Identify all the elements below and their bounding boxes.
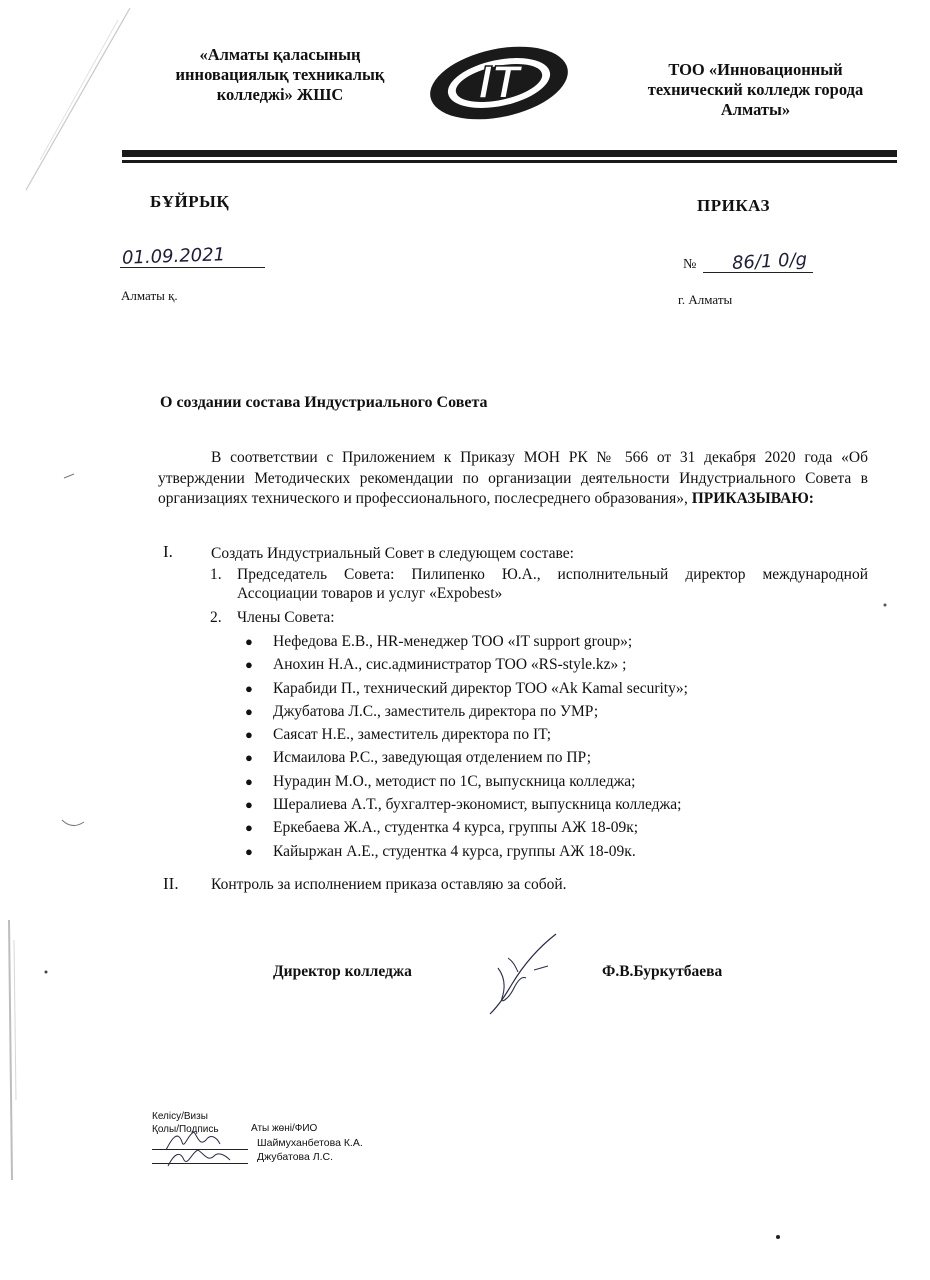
header-divider-thin (122, 160, 897, 163)
director-title: Директор колледжа (273, 963, 412, 980)
header-divider-thick (122, 150, 897, 157)
order-title-ru: ПРИКАЗ (697, 196, 770, 215)
bullet-icon: ● (245, 634, 253, 649)
bullet-icon: ● (245, 843, 253, 859)
preamble-emphasis: ПРИКАЗЫВАЮ: (691, 490, 814, 508)
org-name-ru-line: технический колледж города (647, 80, 864, 100)
bullet-icon: ● (245, 820, 253, 836)
section-2-number: II. (163, 874, 179, 893)
member-text: Нурадин М.О., методист по 1С, выпускница колледжа; (273, 772, 636, 790)
member-text: Кайыржан А.Е., студентка 4 курса, группы АЖ 18-09к. (273, 842, 636, 860)
order-subject: О создании состава Индустриального Совета (160, 394, 488, 411)
list-item (245, 677, 688, 700)
council-members-list (245, 630, 688, 863)
order-number-label: № (683, 257, 697, 272)
list-item (245, 630, 688, 653)
org-name-kz (150, 45, 410, 105)
member-text: Саясат Н.Е., заместитель директора по IT; (273, 726, 552, 744)
bullet-icon: ● (245, 750, 253, 766)
bullet-icon: ● (245, 797, 253, 813)
visa-name: Шаймуханбетова К.А. (257, 1137, 363, 1149)
bullet-icon: ● (245, 657, 253, 673)
bullet-icon: ● (245, 773, 253, 789)
org-name-ru-line: ТОО «Инновационный (668, 60, 843, 79)
visa-header: Келісу/Визы (152, 1111, 208, 1122)
order-date-handwritten: 01.09.2021 (121, 244, 226, 269)
visa-line (152, 1163, 248, 1164)
org-name-kz-line: «Алматы қаласының (199, 45, 361, 64)
org-name-ru-line: Алматы» (720, 100, 791, 120)
item-1-number: 1. (210, 566, 222, 583)
visa-line (152, 1149, 248, 1150)
bullet-icon: ● (245, 703, 253, 719)
member-text: Анохин Н.А., сис.администратор ТОО «RS-style.kz» ; (273, 656, 627, 674)
director-name: Ф.В.Буркутбаева (602, 963, 723, 980)
number-underline (703, 272, 813, 273)
org-name-ru (628, 60, 883, 120)
section-1-number: I. (163, 542, 173, 561)
member-text: Джубатова Л.С., заместитель директора по УМР; (273, 702, 599, 720)
city-kz: Алматы қ. (121, 288, 178, 303)
list-item (245, 746, 688, 769)
section-1-text: Создать Индустриальный Совет в следующем составе: (211, 545, 574, 562)
college-logo (425, 40, 573, 126)
logo-text: IT (478, 56, 520, 108)
list-item (245, 653, 688, 676)
visa-signature-label: Қолы/Подпись (152, 1124, 219, 1135)
list-item (245, 770, 688, 793)
member-text: Нефедова Е.В., HR-менеджер ТОО «IT support group»; (273, 633, 633, 650)
org-name-kz-line: колледжі» ЖШС (216, 85, 344, 105)
order-number-handwritten: 86/1 0/g (731, 249, 808, 274)
item-1-text: Председатель Совета: Пилипенко Ю.А., исполнительный директор международной Ассоциации товаров и услуг «Expobest» (237, 566, 868, 602)
list-item (245, 840, 688, 863)
visa-name: Джубатова Л.С. (257, 1151, 334, 1163)
city-ru: г. Алматы (678, 292, 733, 307)
section-2-text: Контроль за исполнением приказа оставляю за собой. (211, 876, 567, 893)
preamble-text: В соответствии с Приложением к Приказу МОН РК № 566 от 31 декабря 2020 года «Об утверждении Методических рекомендации по организации деятельности Индустриального Совета в организациях технического и профессионального, послесреднего образования», (158, 449, 868, 508)
list-item (245, 816, 688, 839)
bullet-icon: ● (245, 727, 253, 743)
member-text: Исмаилова Р.С., заведующая отделением по ПР; (273, 749, 592, 767)
member-text: Шералиева А.Т., бухгалтер-экономист, выпускница колледжа; (273, 796, 682, 814)
date-underline (120, 267, 265, 268)
member-text: Карабиди П., технический директор ТОО «Ak Kamal security»; (273, 679, 688, 697)
bullet-icon: ● (245, 680, 253, 696)
list-item (245, 723, 688, 746)
order-title-kz: БҰЙРЫҚ (150, 192, 230, 211)
preamble (158, 448, 868, 510)
list-item (245, 700, 688, 723)
item-2-text: Члены Совета: (237, 609, 335, 626)
member-text: Еркебаева Ж.А., студентка 4 курса, группы АЖ 18-09к; (273, 819, 639, 837)
org-name-kz-line: инновациялық техникалық (175, 65, 385, 85)
visa-name-label: Аты жөні/ФИО (251, 1123, 318, 1134)
item-2-number: 2. (210, 609, 222, 626)
list-item (245, 793, 688, 816)
director-signature (478, 928, 558, 1018)
